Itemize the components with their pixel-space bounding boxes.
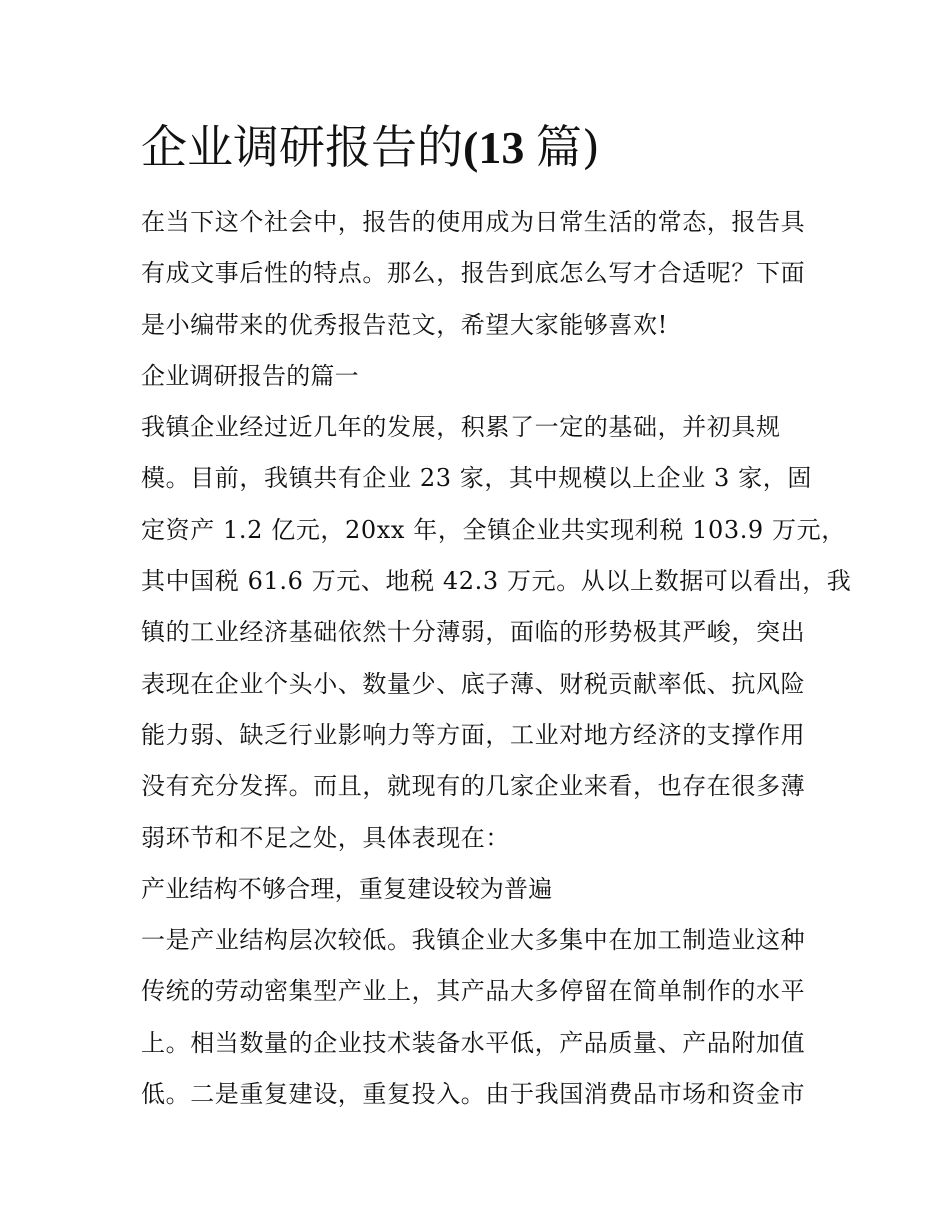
intro-line-2: 有成文事后性的特点。那么，报告到底怎么写才合适呢？下面 xyxy=(141,259,806,288)
document-title xyxy=(141,116,600,179)
paragraph-line-13: 低。二是重复建设，重复投入。由于我国消费品市场和资金市 xyxy=(141,1080,806,1109)
section-heading-1: 企业调研报告的篇一 xyxy=(141,361,359,390)
section-heading-2: 产业结构不够合理，重复建设较为普遍 xyxy=(141,874,553,903)
paragraph-line-11: 传统的劳动密集型产业上，其产品大多停留在简单制作的水平 xyxy=(141,977,806,1006)
paragraph-line-1: 我镇企业经过近几年的发展，积累了一定的基础，并初具规 xyxy=(141,413,781,442)
paragraph-line-4: 其中国税 61.6 万元、地税 42.3 万元。从以上数据可以看出，我 xyxy=(141,567,852,596)
paragraph-line-6: 表现在企业个头小、数量少、底子薄、财税贡献率低、抗风险 xyxy=(141,669,806,698)
paragraph-line-10: 一是产业结构层次较低。我镇企业大多集中在加工制造业这种 xyxy=(141,926,806,955)
paragraph-line-5: 镇的工业经济基础依然十分薄弱，面临的形势极其严峻，突出 xyxy=(141,618,806,647)
paragraph-line-3: 定资产 1.2 亿元，20xx 年，全镇企业共实现利税 103.9 万元， xyxy=(141,515,846,544)
paragraph-line-2: 模。目前，我镇共有企业 23 家，其中规模以上企业 3 家，固 xyxy=(141,464,812,493)
title-suffix: 篇) xyxy=(535,120,600,174)
paragraph-line-12: 上。相当数量的企业技术装备水平低，产品质量、产品附加值 xyxy=(141,1028,806,1057)
title-number: (13 xyxy=(463,122,536,173)
intro-line-3: 是小编带来的优秀报告范文，希望大家能够喜欢! xyxy=(141,310,668,339)
paragraph-line-9: 弱环节和不足之处，具体表现在： xyxy=(141,823,510,852)
title-prefix: 企业调研报告的 xyxy=(141,120,463,174)
intro-line-1: 在当下这个社会中，报告的使用成为日常生活的常态，报告具 xyxy=(141,208,806,236)
paragraph-line-8: 没有充分发挥。而且，就现有的几家企业来看，也存在很多薄 xyxy=(141,772,806,801)
document-body xyxy=(141,197,852,1120)
paragraph-line-7: 能力弱、缺乏行业影响力等方面，工业对地方经济的支撑作用 xyxy=(141,720,806,749)
